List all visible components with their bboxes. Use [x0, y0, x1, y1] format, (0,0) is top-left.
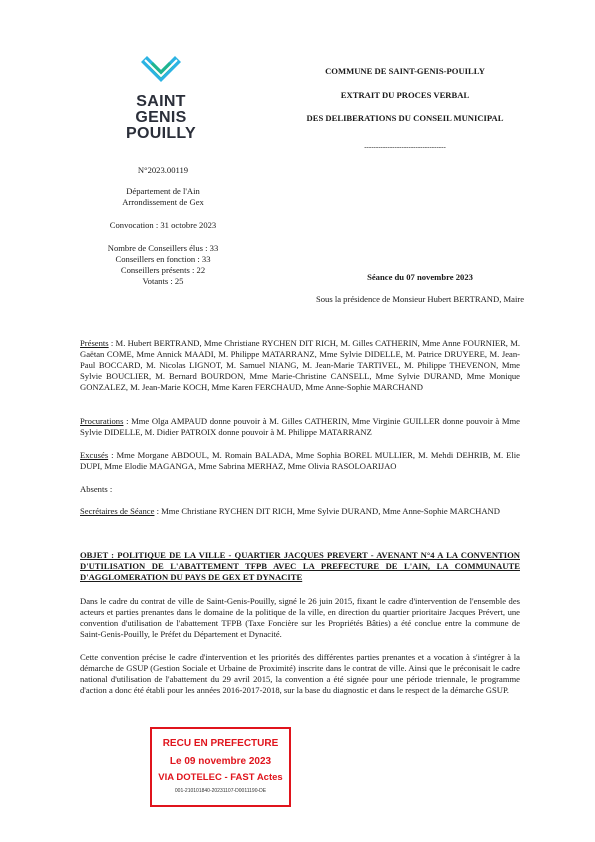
paragraph-2: Cette convention précise le cadre d'intervention et les priorités des différentes parties prenantes et a vocation à s'intégrer à la démarche de GSUP (Gestion Sociale et Urbaine de Proximité) inscrite dans le contrat de ville. Ainsi que le préconisait le cadre national d'utilisation de l'abattement du 29 avril 2015, la convention a été signée pour une période triennale, le programme d'action a donc été établi pour les années 2016-2017-2018, sur la base du diagnostic et dans le respect de la démarche GSUP.: [80, 652, 520, 695]
absents-label: Absents :: [80, 484, 113, 494]
objet-paragraph: [80, 550, 520, 583]
seance-presidence: Sous la présidence de Monsieur Hubert BERTRAND, Maire: [315, 294, 525, 304]
deliberations-title: DES DELIBERATIONS DU CONSEIL MUNICIPAL: [306, 113, 504, 123]
extrait-title: EXTRAIT DU PROCES VERBAL: [340, 90, 470, 100]
secretaires-label: Secrétaires de Séance: [80, 506, 155, 516]
logo-text-pouilly: POUILLY: [126, 125, 196, 142]
conseillers-presents: Conseillers présents : 22: [120, 265, 206, 275]
presents-paragraph: [80, 338, 520, 393]
procurations-list: : Mme Olga AMPAUD donne pouvoir à M. Gilles CATHERIN, Mme Virginie GUILLER donne pouvoir à Mme Sylvie DIDELLE, M. Didier PATROIX donne pouvoir à M. Philippe MATARRANZ: [80, 416, 520, 437]
conseillers-elus: Nombre de Conseillers élus : 33: [107, 243, 219, 253]
header-separator: -----------------------------------: [364, 143, 446, 151]
commune-logo: [126, 52, 196, 142]
procurations-paragraph: [80, 416, 520, 438]
prefecture-stamp: [150, 727, 291, 807]
stamp-line-4: 001-210101840-20231107-D0011190-DE: [174, 788, 267, 794]
presents-list: : M. Hubert BERTRAND, Mme Christiane RYCHEN DIT RICH, M. Gilles CATHERIN, Mme Anne FOURNIER, M. Gaëtan COME, Mme Annick MAADI, M. Philippe MATARRANZ, Mme Sylvie DIDELLE, M. Patrice DRUYERE, M. Jean-Paul BOCCARD, M. Nicolas LIGNOT, M. Samuel NIANG, M. Jean-Marie TARTIVEL, M. Philippe THEVENON, Mme Sylvie BOUCLIER, M. Bernard BOURDON, Mme Marie-Christine CANSELL, Mme Sylvie DURAND, Mme Monique GONZALEZ, M. Jean-Marie KOCH, Mme Karen FERCHAUD, Mme Anne-Sophie MARCHAND: [80, 338, 520, 392]
excuses-paragraph: [80, 450, 520, 472]
convocation-date: Convocation : 31 octobre 2023: [109, 220, 217, 230]
votants: Votants : 25: [142, 276, 184, 286]
logo-text-saint: SAINT: [136, 93, 186, 110]
secretaires-paragraph: [80, 506, 520, 517]
excuses-label: Excusés: [80, 450, 109, 460]
objet-text: : POLITIQUE DE LA VILLE - QUARTIER JACQUES PREVERT - AVENANT N°4 A LA CONVENTION D'UTILISATION DE L'ABATTEMENT TFPB AVEC LA PREFECTURE DE L'AIN, LA COMMUNAUTE D'AGGLOMERATION DU PAYS DE GEX ET DYNACITE: [80, 550, 520, 582]
logo-text-genis: GENIS: [135, 109, 187, 126]
conseillers-fonction: Conseillers en fonction : 33: [115, 254, 211, 264]
excuses-list: : Mme Morgane ABDOUL, M. Romain BALADA, Mme Sophia BOREL MULLIER, M. Mehdi DEHRIB, M. Elie DUPI, Mme Elodie MAGANGA, Mme Sabrina MERHAZ, Mme Olivia RASOLOARIJAO: [80, 450, 520, 471]
commune-title: COMMUNE DE SAINT-GENIS-POUILLY: [325, 66, 485, 76]
stamp-line-2: Le 09 novembre 2023: [169, 756, 272, 767]
seance-date: Séance du 07 novembre 2023: [367, 272, 473, 282]
stamp-line-1: RECU EN PREFECTURE: [162, 738, 279, 749]
procurations-label: Procurations: [80, 416, 124, 426]
secretaires-list: : Mme Christiane RYCHEN DIT RICH, Mme Sylvie DURAND, Mme Anne-Sophie MARCHAND: [154, 506, 500, 516]
departement: Département de l'Ain: [126, 186, 200, 196]
arrondissement: Arrondissement de Gex: [122, 197, 204, 207]
presents-label: Présents: [80, 338, 109, 348]
stamp-line-3: VIA DOTELEC - FAST Actes: [158, 772, 283, 783]
paragraph-1: Dans le cadre du contrat de ville de Saint-Genis-Pouilly, signé le 26 juin 2015, fixant le cadre d'intervention de l'ensemble des acteurs et parties prenantes dans le domaine de la politique de la ville, en direction du quartier prioritaire Jacques Prévert, une convention d'utilisation de l'abattement TFPB (Taxe Foncière sur les Propriétés Bâties) a été conclue entre la commune de Saint-Genis-Pouilly, le Préfet du Département et Dynacité.: [80, 596, 520, 639]
objet-label: OBJET: [80, 550, 109, 560]
heart-logo-icon: [135, 52, 187, 92]
deliberation-number: N°2023.00119: [137, 165, 189, 175]
